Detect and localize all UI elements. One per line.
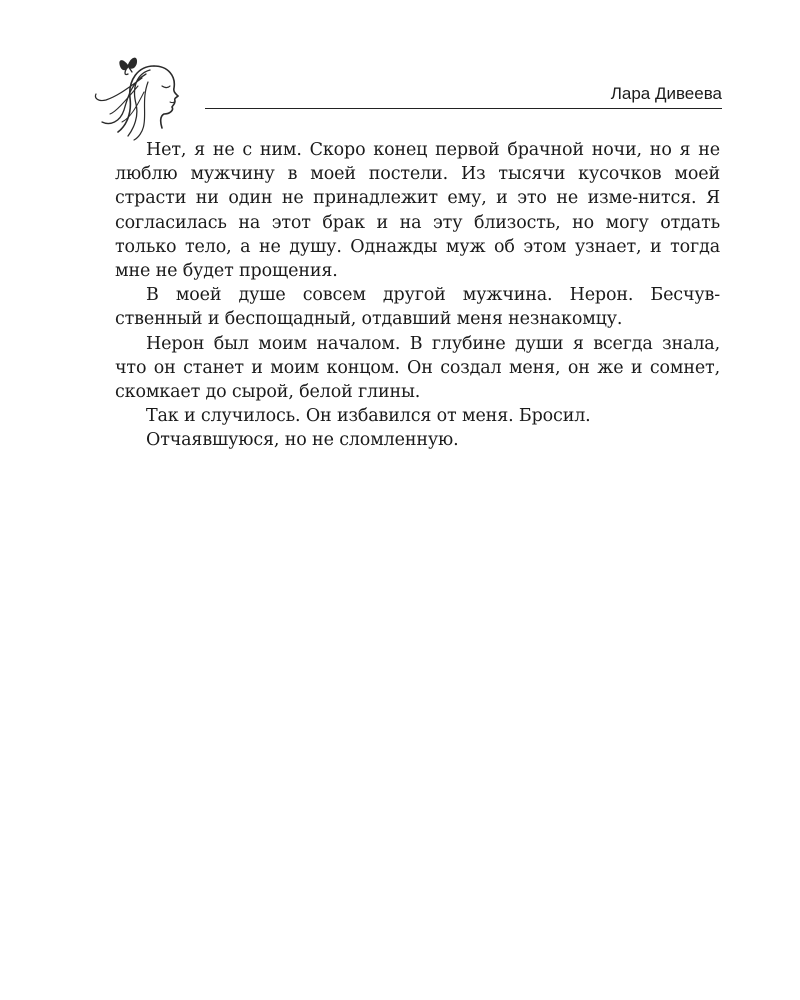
paragraph: Так и случилось. Он избавился от меня. Бросил. (146, 406, 591, 427)
paragraph: Нет, я не с ним. Скоро конец первой брачной ночи, но я не люблю мужчину в моей постели. Из тысячи кусочков моей страсти ни один не принадлежит ему, и это не изме-нится. Я согласилась на этот брак и на эту близость, но могу отдать только тело, а не душу. Однажды муж об этом узнает, и тогда мне не будет прощения. (115, 140, 720, 282)
paragraph: Нерон был моим началом. В глубине души я всегда знала, что он станет и моим концом. Он создал меня, он же и сомнет, скомкает до сырой, белой глины. (115, 333, 720, 403)
woman-silhouette-logo-icon (88, 52, 200, 144)
header-divider (205, 108, 722, 109)
butterfly-icon (120, 58, 136, 74)
paragraph: В моей душе совсем другой мужчина. Нерон. Бесчув-ственный и беспощадный, отдавший меня незнакомцу. (115, 285, 720, 330)
running-header-author: Лара Дивеева (610, 84, 722, 103)
body-text (115, 138, 720, 453)
paragraph: Отчаявшуюся, но не сломленную. (146, 430, 459, 451)
